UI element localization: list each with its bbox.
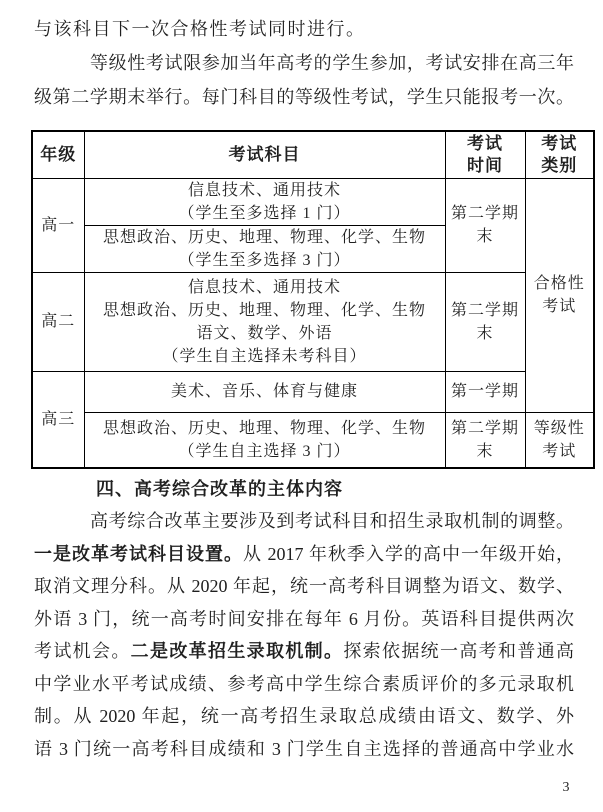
subject-text: 思想政治、历史、地理、物理、化学、生物 <box>102 419 426 437</box>
cell-grade1-subjects-b <box>84 225 445 272</box>
cell-type-pass <box>525 178 594 412</box>
header-type-line2: 类别 <box>541 155 578 175</box>
cell-grade1 <box>32 178 84 272</box>
time-text: 第二学期末 <box>450 301 519 342</box>
time-text: 第二学期末 <box>450 205 519 245</box>
subject-note: （学生至多选择 3 门） <box>178 251 351 269</box>
subject-note: （学生至多选择 1 门） <box>178 204 351 222</box>
subject-text: 语文、数学、外语 <box>196 324 333 342</box>
cell-grade1-subjects-a <box>84 178 445 225</box>
grade1-label: 高一 <box>41 216 76 234</box>
subject-note: （学生自主选择未考科目） <box>162 347 367 365</box>
cell-grade1-time <box>445 178 525 272</box>
subject-text: 信息技术、通用技术 <box>187 181 341 199</box>
grade2-label: 高二 <box>41 313 76 330</box>
cell-grade3-time-a <box>445 371 525 412</box>
page-number: 3 <box>562 780 570 795</box>
paragraph-line: 级第二学期末举行。每门科目的等级性考试，学生只能报考一次。 <box>34 87 574 107</box>
subject-text: 思想政治、历史、地理、物理、化学、生物 <box>102 228 426 246</box>
cell-grade3-subjects-b <box>84 412 445 468</box>
cell-grade2 <box>32 272 84 371</box>
text-run: 从 2017 年秋季入学的高中一年级开始， <box>243 544 574 564</box>
exam-schedule-table <box>31 130 595 469</box>
type-grade-text: 等级性考试 <box>533 419 585 460</box>
paragraph-line: 语 3 门统一高考科目成绩和 3 门学生自主选择的普通高中学业水 <box>34 739 574 759</box>
cell-type-grade <box>525 412 594 468</box>
time-text: 第二学期末 <box>450 419 519 460</box>
table-row <box>32 371 594 412</box>
cell-grade3-time-b <box>445 412 525 468</box>
header-type-line1: 考试 <box>541 133 578 153</box>
text-run: 考试机会。 <box>34 641 131 661</box>
table-row <box>32 412 594 468</box>
bold-run: 一是改革考试科目设置。 <box>34 544 243 564</box>
table-row <box>32 272 594 371</box>
text-run: 探索依据统一高考和普通高 <box>343 641 575 661</box>
header-subjects-label: 考试科目 <box>228 144 301 164</box>
paragraph-line: 取消文理分科。从 2020 年起，统一高考科目调整为语文、数学、 <box>34 576 574 596</box>
subject-text: 美术、音乐、体育与健康 <box>170 383 358 400</box>
paragraph-line: 中学业水平考试成绩、参考高中学生综合素质评价的多元录取机 <box>34 674 574 694</box>
paragraph-line: 制。从 2020 年起，统一高考招生录取总成绩由语文、数学、外 <box>34 706 574 726</box>
table-row <box>32 178 594 225</box>
paragraph-line: 与该科目下一次合格性考试同时进行。 <box>34 19 366 39</box>
grade3-label: 高三 <box>41 410 76 428</box>
header-grade-label: 年级 <box>40 144 77 164</box>
section-heading: 四、高考综合改革的主体内容 <box>96 479 343 499</box>
cell-grade2-time <box>445 272 525 371</box>
paragraph-line <box>34 538 574 571</box>
table-header-row <box>32 131 594 178</box>
bold-run: 二是改革招生录取机制。 <box>130 641 344 661</box>
time-text: 第一学期 <box>450 383 519 400</box>
paragraph-line: 高考综合改革主要涉及到考试科目和招生录取机制的调整。 <box>90 511 574 531</box>
paragraph-line: 等级性考试限参加当年高考的学生参加，考试安排在高三年 <box>90 53 574 73</box>
cell-grade2-subjects <box>84 272 445 371</box>
subject-note: （学生自主选择 3 门） <box>178 442 351 460</box>
cell-grade3-subjects-a <box>84 371 445 412</box>
type-pass-text: 合格性考试 <box>533 275 585 315</box>
header-time-line2: 时间 <box>467 155 503 175</box>
paragraph-line: 外语 3 门，统一高考时间安排在每年 6 月份。英语科目提供两次 <box>34 609 574 629</box>
subject-text: 思想政治、历史、地理、物理、化学、生物 <box>102 301 426 319</box>
header-time-line1: 考试 <box>467 133 503 153</box>
header-cell-time <box>445 131 525 178</box>
header-cell-subjects <box>84 131 445 178</box>
subject-text: 信息技术、通用技术 <box>187 278 341 296</box>
cell-grade3 <box>32 371 84 468</box>
paragraph-line <box>34 635 574 668</box>
header-cell-type <box>525 131 594 178</box>
header-cell-grade <box>32 131 84 178</box>
